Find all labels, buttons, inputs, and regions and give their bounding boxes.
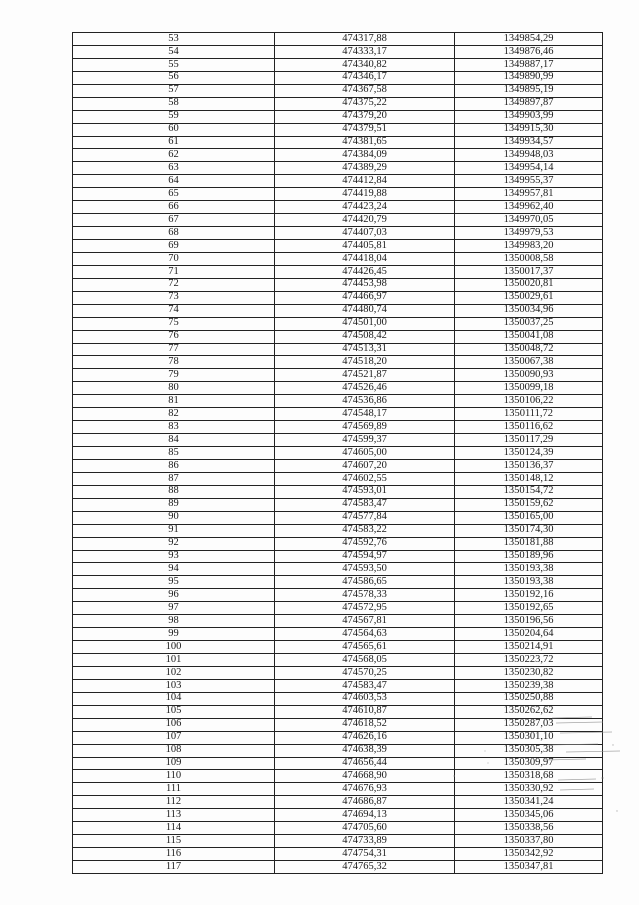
table-row (73, 58, 603, 71)
table-row (73, 175, 603, 188)
point-number-cell: 106 (73, 718, 275, 731)
x-coordinate-cell: 474578,33 (275, 589, 455, 602)
table-row (73, 770, 603, 783)
table-row (73, 485, 603, 498)
point-number-cell: 81 (73, 395, 275, 408)
x-coordinate-cell: 474501,00 (275, 317, 455, 330)
point-number-cell: 69 (73, 240, 275, 253)
table-row (73, 705, 603, 718)
x-coordinate-cell: 474705,60 (275, 822, 455, 835)
y-coordinate-cell: 1350192,65 (455, 602, 603, 615)
point-number-cell: 104 (73, 692, 275, 705)
point-number-cell: 89 (73, 498, 275, 511)
x-coordinate-cell: 474518,20 (275, 356, 455, 369)
point-number-cell: 71 (73, 265, 275, 278)
point-number-cell: 108 (73, 744, 275, 757)
point-number-cell: 65 (73, 188, 275, 201)
x-coordinate-cell: 474412,84 (275, 175, 455, 188)
x-coordinate-cell: 474375,22 (275, 97, 455, 110)
x-coordinate-cell: 474346,17 (275, 71, 455, 84)
y-coordinate-cell: 1349934,57 (455, 136, 603, 149)
y-coordinate-cell: 1349854,29 (455, 33, 603, 46)
table-row (73, 278, 603, 291)
y-coordinate-cell: 1350041,08 (455, 330, 603, 343)
y-coordinate-cell: 1350309,97 (455, 757, 603, 770)
x-coordinate-cell: 474389,29 (275, 162, 455, 175)
point-number-cell: 66 (73, 201, 275, 214)
table-row (73, 317, 603, 330)
x-coordinate-cell: 474594,97 (275, 550, 455, 563)
point-number-cell: 111 (73, 783, 275, 796)
y-coordinate-cell: 1350345,06 (455, 809, 603, 822)
table-row (73, 615, 603, 628)
x-coordinate-cell: 474572,95 (275, 602, 455, 615)
x-coordinate-cell: 474668,90 (275, 770, 455, 783)
y-coordinate-cell: 1350341,24 (455, 796, 603, 809)
table-row (73, 459, 603, 472)
y-coordinate-cell: 1350301,10 (455, 731, 603, 744)
x-coordinate-cell: 474521,87 (275, 369, 455, 382)
x-coordinate-cell: 474583,47 (275, 679, 455, 692)
point-number-cell: 80 (73, 382, 275, 395)
y-coordinate-cell: 1350342,92 (455, 848, 603, 861)
x-coordinate-cell: 474626,16 (275, 731, 455, 744)
y-coordinate-cell: 1349890,99 (455, 71, 603, 84)
x-coordinate-cell: 474317,88 (275, 33, 455, 46)
table-row (73, 524, 603, 537)
table-row (73, 343, 603, 356)
point-number-cell: 83 (73, 421, 275, 434)
y-coordinate-cell: 1350154,72 (455, 485, 603, 498)
point-number-cell: 102 (73, 666, 275, 679)
table-row (73, 149, 603, 162)
y-coordinate-cell: 1350347,81 (455, 861, 603, 874)
x-coordinate-cell: 474367,58 (275, 84, 455, 97)
table-row (73, 240, 603, 253)
y-coordinate-cell: 1350117,29 (455, 434, 603, 447)
point-number-cell: 63 (73, 162, 275, 175)
y-coordinate-cell: 1349876,46 (455, 45, 603, 58)
point-number-cell: 78 (73, 356, 275, 369)
table-row (73, 252, 603, 265)
point-number-cell: 64 (73, 175, 275, 188)
table-row (73, 291, 603, 304)
table-row (73, 162, 603, 175)
table-row (73, 356, 603, 369)
table-row (73, 498, 603, 511)
y-coordinate-cell: 1350017,37 (455, 265, 603, 278)
x-coordinate-cell: 474593,01 (275, 485, 455, 498)
point-number-cell: 54 (73, 45, 275, 58)
point-number-cell: 92 (73, 537, 275, 550)
y-coordinate-cell: 1350193,38 (455, 563, 603, 576)
table-row (73, 757, 603, 770)
y-coordinate-cell: 1349897,87 (455, 97, 603, 110)
table-row (73, 214, 603, 227)
x-coordinate-cell: 474407,03 (275, 227, 455, 240)
point-number-cell: 58 (73, 97, 275, 110)
y-coordinate-cell: 1349957,81 (455, 188, 603, 201)
y-coordinate-cell: 1350250,88 (455, 692, 603, 705)
x-coordinate-cell: 474426,45 (275, 265, 455, 278)
point-number-cell: 110 (73, 770, 275, 783)
x-coordinate-cell: 474381,65 (275, 136, 455, 149)
table-row (73, 369, 603, 382)
table-row (73, 434, 603, 447)
table-row (73, 330, 603, 343)
x-coordinate-cell: 474599,37 (275, 434, 455, 447)
x-coordinate-cell: 474379,20 (275, 110, 455, 123)
y-coordinate-cell: 1350174,30 (455, 524, 603, 537)
y-coordinate-cell: 1350305,38 (455, 744, 603, 757)
x-coordinate-cell: 474423,24 (275, 201, 455, 214)
point-number-cell: 68 (73, 227, 275, 240)
point-number-cell: 56 (73, 71, 275, 84)
y-coordinate-cell: 1350124,39 (455, 447, 603, 460)
point-number-cell: 88 (73, 485, 275, 498)
point-number-cell: 115 (73, 835, 275, 848)
y-coordinate-cell: 1350008,58 (455, 252, 603, 265)
point-number-cell: 57 (73, 84, 275, 97)
point-number-cell: 84 (73, 434, 275, 447)
y-coordinate-cell: 1349983,20 (455, 240, 603, 253)
y-coordinate-cell: 1350330,92 (455, 783, 603, 796)
coordinates-table-body (73, 33, 603, 874)
x-coordinate-cell: 474686,87 (275, 796, 455, 809)
point-number-cell: 87 (73, 472, 275, 485)
table-row (73, 33, 603, 46)
y-coordinate-cell: 1350193,38 (455, 576, 603, 589)
y-coordinate-cell: 1349903,99 (455, 110, 603, 123)
x-coordinate-cell: 474466,97 (275, 291, 455, 304)
table-row (73, 382, 603, 395)
y-coordinate-cell: 1349954,14 (455, 162, 603, 175)
x-coordinate-cell: 474656,44 (275, 757, 455, 770)
point-number-cell: 94 (73, 563, 275, 576)
y-coordinate-cell: 1350318,68 (455, 770, 603, 783)
point-number-cell: 61 (73, 136, 275, 149)
table-row (73, 136, 603, 149)
y-coordinate-cell: 1350262,62 (455, 705, 603, 718)
y-coordinate-cell: 1350099,18 (455, 382, 603, 395)
x-coordinate-cell: 474536,86 (275, 395, 455, 408)
x-coordinate-cell: 474610,87 (275, 705, 455, 718)
x-coordinate-cell: 474453,98 (275, 278, 455, 291)
point-number-cell: 62 (73, 149, 275, 162)
y-coordinate-cell: 1349887,17 (455, 58, 603, 71)
x-coordinate-cell: 474583,22 (275, 524, 455, 537)
point-number-cell: 72 (73, 278, 275, 291)
x-coordinate-cell: 474565,61 (275, 641, 455, 654)
table-row (73, 654, 603, 667)
y-coordinate-cell: 1350239,38 (455, 679, 603, 692)
point-number-cell: 85 (73, 447, 275, 460)
point-number-cell: 77 (73, 343, 275, 356)
point-number-cell: 116 (73, 848, 275, 861)
point-number-cell: 97 (73, 602, 275, 615)
y-coordinate-cell: 1350223,72 (455, 654, 603, 667)
table-row (73, 265, 603, 278)
table-row (73, 589, 603, 602)
x-coordinate-cell: 474564,63 (275, 628, 455, 641)
y-coordinate-cell: 1350116,62 (455, 421, 603, 434)
y-coordinate-cell: 1349948,03 (455, 149, 603, 162)
y-coordinate-cell: 1349979,53 (455, 227, 603, 240)
table-row (73, 447, 603, 460)
x-coordinate-cell: 474676,93 (275, 783, 455, 796)
table-row (73, 421, 603, 434)
y-coordinate-cell: 1350230,82 (455, 666, 603, 679)
table-row (73, 110, 603, 123)
point-number-cell: 70 (73, 252, 275, 265)
y-coordinate-cell: 1350136,37 (455, 459, 603, 472)
x-coordinate-cell: 474605,00 (275, 447, 455, 460)
x-coordinate-cell: 474607,20 (275, 459, 455, 472)
y-coordinate-cell: 1350029,61 (455, 291, 603, 304)
x-coordinate-cell: 474583,47 (275, 498, 455, 511)
x-coordinate-cell: 474405,81 (275, 240, 455, 253)
y-coordinate-cell: 1349962,40 (455, 201, 603, 214)
point-number-cell: 112 (73, 796, 275, 809)
x-coordinate-cell: 474603,53 (275, 692, 455, 705)
x-coordinate-cell: 474419,88 (275, 188, 455, 201)
table-row (73, 71, 603, 84)
y-coordinate-cell: 1350181,88 (455, 537, 603, 550)
point-number-cell: 95 (73, 576, 275, 589)
coordinates-table (72, 32, 603, 874)
x-coordinate-cell: 474480,74 (275, 304, 455, 317)
y-coordinate-cell: 1350287,03 (455, 718, 603, 731)
table-row (73, 641, 603, 654)
x-coordinate-cell: 474379,51 (275, 123, 455, 136)
y-coordinate-cell: 1350338,56 (455, 822, 603, 835)
point-number-cell: 59 (73, 110, 275, 123)
x-coordinate-cell: 474513,31 (275, 343, 455, 356)
table-row (73, 97, 603, 110)
x-coordinate-cell: 474548,17 (275, 408, 455, 421)
x-coordinate-cell: 474733,89 (275, 835, 455, 848)
y-coordinate-cell: 1350048,72 (455, 343, 603, 356)
point-number-cell: 98 (73, 615, 275, 628)
table-row (73, 123, 603, 136)
table-row (73, 666, 603, 679)
table-row (73, 201, 603, 214)
x-coordinate-cell: 474638,39 (275, 744, 455, 757)
y-coordinate-cell: 1350111,72 (455, 408, 603, 421)
point-number-cell: 73 (73, 291, 275, 304)
table-row (73, 304, 603, 317)
point-number-cell: 91 (73, 524, 275, 537)
point-number-cell: 101 (73, 654, 275, 667)
x-coordinate-cell: 474694,13 (275, 809, 455, 822)
y-coordinate-cell: 1350067,38 (455, 356, 603, 369)
table-row (73, 45, 603, 58)
table-row (73, 628, 603, 641)
table-row (73, 744, 603, 757)
y-coordinate-cell: 1350214,91 (455, 641, 603, 654)
table-row (73, 783, 603, 796)
x-coordinate-cell: 474569,89 (275, 421, 455, 434)
point-number-cell: 105 (73, 705, 275, 718)
y-coordinate-cell: 1350337,80 (455, 835, 603, 848)
point-number-cell: 60 (73, 123, 275, 136)
x-coordinate-cell: 474602,55 (275, 472, 455, 485)
x-coordinate-cell: 474384,09 (275, 149, 455, 162)
table-row (73, 848, 603, 861)
y-coordinate-cell: 1350106,22 (455, 395, 603, 408)
y-coordinate-cell: 1350037,25 (455, 317, 603, 330)
x-coordinate-cell: 474754,31 (275, 848, 455, 861)
x-coordinate-cell: 474418,04 (275, 252, 455, 265)
x-coordinate-cell: 474567,81 (275, 615, 455, 628)
table-row (73, 395, 603, 408)
point-number-cell: 103 (73, 679, 275, 692)
table-row (73, 731, 603, 744)
table-row (73, 188, 603, 201)
x-coordinate-cell: 474592,76 (275, 537, 455, 550)
table-row (73, 718, 603, 731)
table-row (73, 822, 603, 835)
point-number-cell: 96 (73, 589, 275, 602)
y-coordinate-cell: 1349915,30 (455, 123, 603, 136)
x-coordinate-cell: 474526,46 (275, 382, 455, 395)
point-number-cell: 82 (73, 408, 275, 421)
y-coordinate-cell: 1349895,19 (455, 84, 603, 97)
point-number-cell: 114 (73, 822, 275, 835)
point-number-cell: 76 (73, 330, 275, 343)
x-coordinate-cell: 474420,79 (275, 214, 455, 227)
point-number-cell: 99 (73, 628, 275, 641)
table-row (73, 692, 603, 705)
point-number-cell: 79 (73, 369, 275, 382)
table-row (73, 809, 603, 822)
y-coordinate-cell: 1350159,62 (455, 498, 603, 511)
y-coordinate-cell: 1350148,12 (455, 472, 603, 485)
x-coordinate-cell: 474340,82 (275, 58, 455, 71)
y-coordinate-cell: 1349970,05 (455, 214, 603, 227)
x-coordinate-cell: 474333,17 (275, 45, 455, 58)
x-coordinate-cell: 474570,25 (275, 666, 455, 679)
table-row (73, 472, 603, 485)
point-number-cell: 55 (73, 58, 275, 71)
y-coordinate-cell: 1350192,16 (455, 589, 603, 602)
x-coordinate-cell: 474593,50 (275, 563, 455, 576)
table-row (73, 227, 603, 240)
y-coordinate-cell: 1350196,56 (455, 615, 603, 628)
x-coordinate-cell: 474586,65 (275, 576, 455, 589)
table-row (73, 861, 603, 874)
y-coordinate-cell: 1350165,00 (455, 511, 603, 524)
x-coordinate-cell: 474577,84 (275, 511, 455, 524)
y-coordinate-cell: 1350189,96 (455, 550, 603, 563)
x-coordinate-cell: 474618,52 (275, 718, 455, 731)
table-row (73, 408, 603, 421)
table-row (73, 537, 603, 550)
y-coordinate-cell: 1350034,96 (455, 304, 603, 317)
x-coordinate-cell: 474568,05 (275, 654, 455, 667)
x-coordinate-cell: 474508,42 (275, 330, 455, 343)
table-row (73, 679, 603, 692)
table-row (73, 563, 603, 576)
table-row (73, 602, 603, 615)
point-number-cell: 53 (73, 33, 275, 46)
point-number-cell: 109 (73, 757, 275, 770)
y-coordinate-cell: 1350204,64 (455, 628, 603, 641)
point-number-cell: 117 (73, 861, 275, 874)
point-number-cell: 86 (73, 459, 275, 472)
table-row (73, 835, 603, 848)
point-number-cell: 100 (73, 641, 275, 654)
point-number-cell: 90 (73, 511, 275, 524)
y-coordinate-cell: 1350090,93 (455, 369, 603, 382)
point-number-cell: 113 (73, 809, 275, 822)
table-row (73, 796, 603, 809)
point-number-cell: 75 (73, 317, 275, 330)
point-number-cell: 67 (73, 214, 275, 227)
point-number-cell: 74 (73, 304, 275, 317)
table-row (73, 84, 603, 97)
table-row (73, 576, 603, 589)
y-coordinate-cell: 1349955,37 (455, 175, 603, 188)
point-number-cell: 93 (73, 550, 275, 563)
y-coordinate-cell: 1350020,81 (455, 278, 603, 291)
point-number-cell: 107 (73, 731, 275, 744)
table-row (73, 550, 603, 563)
x-coordinate-cell: 474765,32 (275, 861, 455, 874)
table-row (73, 511, 603, 524)
